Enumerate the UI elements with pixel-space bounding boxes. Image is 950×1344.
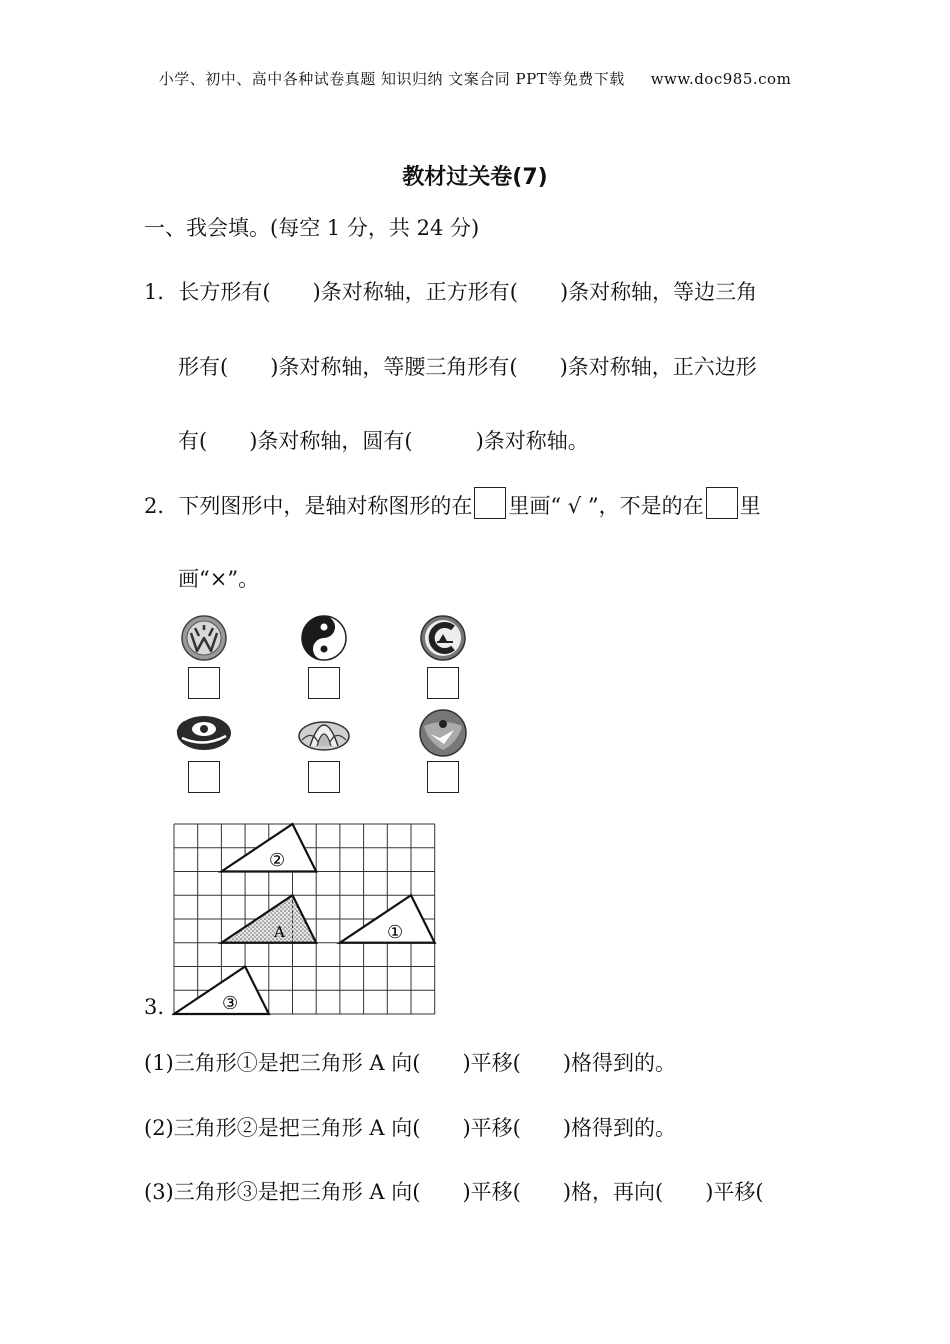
label-A: A [274,923,285,941]
q2-inline-box-1 [474,487,506,519]
page-title: 教材过关卷(7) [402,165,548,190]
c-emblem-icon [419,614,467,662]
answer-box-3[interactable] [427,667,459,699]
answer-box-6[interactable] [427,761,459,793]
yin-yang-icon [300,614,348,662]
header-text: 小学、初中、高中各种试卷真题 知识归纳 文案合同 PPT等免费下载 [158,70,625,88]
answer-box-2[interactable] [308,667,340,699]
page-header [0,68,950,89]
header-url[interactable]: www.doc985.com [650,70,792,88]
q1-line3: 有( )条对称轴，圆有( )条对称轴。 [178,429,589,453]
volkswagen-logo-icon [180,614,228,662]
answer-box-5[interactable] [308,761,340,793]
q2-inline-box-2 [706,487,738,519]
q2-text-part3: 里 [739,494,761,518]
answer-box-1[interactable] [188,667,220,699]
label-1: ① [387,922,404,943]
q2-line1 [144,487,761,520]
q1-line2: 形有( )条对称轴，等腰三角形有( )条对称轴，正六边形 [178,355,757,379]
q3-sub3: (3)三角形③是把三角形 A 向( )平移( )格，再向( )平移( [144,1180,764,1204]
shield-logo-icon [418,708,468,758]
translation-grid [172,822,438,1016]
q3-number: 3. [144,995,165,1019]
q2-text-part1: 2．下列图形中，是轴对称图形的在 [144,494,473,518]
answer-box-4[interactable] [188,761,220,793]
section-heading: 一、我会填。(每空 1 分，共 24 分) [144,216,480,240]
q3-sub1: (1)三角形①是把三角形 A 向( )平移( )格得到的。 [144,1051,677,1075]
label-2: ② [269,850,286,871]
q3-sub2: (2)三角形②是把三角形 A 向( )平移( )格得到的。 [144,1116,677,1140]
label-3: ③ [222,993,239,1014]
q2-text-part2: 里画“ √ ”，不是的在 [508,494,704,518]
swirl-logo-icon [176,710,232,756]
flower-logo-icon [296,710,352,756]
q1-line1: 1．长方形有( )条对称轴，正方形有( )条对称轴，等边三角 [144,280,758,304]
q2-line2: 画“×”。 [178,567,260,591]
